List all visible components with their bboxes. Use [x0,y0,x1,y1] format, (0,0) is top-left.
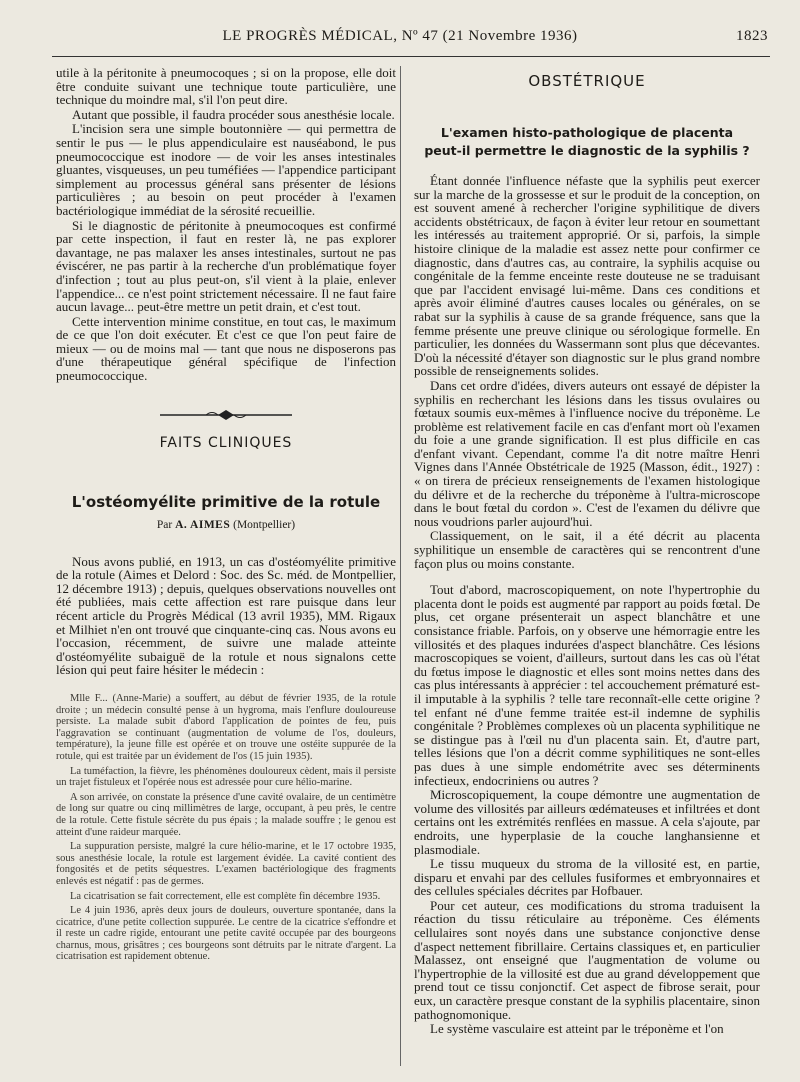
paragraph: Dans cet ordre d'idées, divers auteurs ont essayé de dépister la syphilis en recherchant les lésions dans les tissus ovulaires ou fœtaux soumis eux-mêmes à l'influence nocive du tréponème. Le problème est relativement facile en cas d'enfant mort où l'examen du foie a une grande signification. Il est plus difficile en cas d'enfant vivant. Cependant, comme l'a dit notre maître Henri Vignes dans l'Année Obstétricale de 1925 (Masson, édit., 1927) : « on tirera de précieux renseignements de l'examen histologique du délivre et de la recherche du tréponème à l'ultra-microscope dans le bout fœtal du cordon ». C'est de l'examen du délivre que nous voudrions parler aujourd'hui. [414,377,760,529]
article-title: L'ostéomyélite primitive de la rotule [71,492,381,511]
section-title: OBSTÉTRIQUE [528,72,646,90]
byline-place: (Montpellier) [233,518,296,531]
observation-text: La suppuration persiste, malgré la cure hélio-marine, et le 17 octobre 1935, sous anesthésie locale, la rotule est largement évidée. La cavité contient des fongosités et de petits séquestres. L'examen bactériologique des fragments enlevés est négatif : pas de germes. [56,841,396,887]
paragraph: Le tissu muqueux du stroma de la villosité est, en partie, disparu et envahi par des cellules fusiformes et embryonnaires et des cellules spéciales décrites par Hofbauer. [414,856,760,899]
paragraph: L'incision sera une simple boutonnière — qui permettra de sentir le pus — le plus appendiculaire est nauséabond, le pus pneumococcique est inodore — de voir les anses intestinales gluantes, visqueuses, un peu tuméfiées — l'appendice participant simplement au processus général sans présenter de lésions particulières ; au besoin on peut procéder à l'examen bactériologique immédiat de la sérosité recueillie. [56,121,396,218]
paragraph: Microscopiquement, la coupe démontre une augmentation de volume des villosités par ailleurs œdémateuses et infiltrées et dont certains ont les extrémités renflées en massue. A cela s'ajoute, par endroits, une hyperplasie de la couche langhansienne et plasmodiale. [414,787,760,857]
paragraph: Le système vasculaire est atteint par le tréponème et l'on [430,1021,724,1037]
paragraph: Étant donnée l'influence néfaste que la syphilis peut exercer sur la marche de la grossesse et sur le produit de la conception, on est souvent amené à rechercher l'origine syphilitique de divers accidents obstétricaux, de façon à éviter leur retour en soumettant les intéressés au traitement approprié. Or si, parfois, la simple histoire clinique de la maladie est assez nette pour confirmer ce diagnostic, dans d'autres cas, au contraire, la syphilis acquise ou congénitale de la femme enceinte reste douteuse ne se traduisant que par l'accident envisagé lui-même. Dans ces conditions et après avoir éliminé d'autres causes locales ou générales, on se rabat sur la syphilis à cause de sa grande fréquence, sans que la femme présente une preuve clinique ou sérologique formelle. En particulier, les données du Wassermann sont plus que décevantes. D'où la nécessité d'étayer son diagnostic sur le plus grand nombre possible de renseignements solides. [414,173,760,379]
paragraph: Si le diagnostic de péritonite à pneumocoques est confirmé par cette inspection, il faut en rester là, ne pas explorer davantage, ne pas malaxer les anses intestinales, surtout ne pas éviscérer, ne pas partir à la recherche d'un problématique foyer d'infection ; tout au plus peut-on, s'il vient à la plaie, enlever l'appendice... ce n'est point strictement nécessaire. Il ne faut faire aucun lavage... peut-être mettre un petit drain, et c'est tout. [56,217,396,315]
article-title-line: peut-il permettre le diagnostic de la syphilis ? [424,143,750,158]
section-title: FAITS CLINIQUES [159,434,293,451]
paragraph: Cette intervention minime constitue, en tout cas, le maximum de ce que l'on doit exécuter. Et c'est ce que l'on peut faire de mieux — ou de moins mal — tant que nous ne disposerons pas d'une thérapeutique général spécifique de l'infection pneumococcique. [56,313,396,384]
paragraph: Classiquement, on le sait, il a été décrit au placenta syphilitique un ensemble de caractères qui se rencontrent d'une façon plus ou moins constante. [414,528,760,571]
observation-text: La tuméfaction, la fièvre, les phénomènes douloureux cèdent, mais il persiste un trajet fistuleux et l'opérée nous est adressée pour cure hélio-marine. [56,765,396,789]
observation-text: La cicatrisation se fait correctement, elle est complète fin décembre 1935. [70,890,381,902]
article-title-line: L'examen histo-pathologique de placenta [440,125,734,140]
paragraph: utile à la péritonite à pneumocoques ; si on la propose, elle doit être conduite suivant une technique toute particulière, une technique du moindre mal, s'il l'on peut dire. [56,65,396,108]
ornament-divider [56,407,396,421]
left-column [56,66,396,966]
paragraph: Tout d'abord, macroscopiquement, on note l'hypertrophie du placenta dont le poids est augmenté par rapport au poids fœtal. De plus, cet organe présenterait un aspect blanchâtre et une consistance friable. Parfois, on y observe une hémorragie entre les villosités et des plaques indurées d'aspect blanchâtre. Ces lésions macroscopiques se voient, d'ailleurs, surtout dans les cas où l'état du fœtus impose le diagnostic et elles sont moins nettes dans des cas plus intéressants à apprécier : tel accouchement prématuré est-il imputable à la syphilis ? telle tare reconnaît-elle cette origine ? tel enfant né d'une femme traitée est-il indemne de syphilis congénitale ? Problèmes complexes où un placenta syphilitique ne se distingue pas à l'œil nu d'un placenta sain. Et, d'autre part, telles lésions que l'on a décrit comme syphilitiques ne sont-elles pas dues à une simple endométrite avec ses déterminents infectieux, endocriniens ou autres ? [414,582,760,788]
observation-text: Le 4 juin 1936, après deux jours de douleurs, ouverture spontanée, dans la cicatrice, d'une petite collection suppurée. Le centre de la cicatrice s'effondre et il reste un cadre rigide, entourant une petite cavité occupée par des bourgeons charnus, mous, grisâtres ; ces bourgeons sont détruits par le nitrate d'argent. La cicatrisation est rapidement obtenue. [56,905,396,963]
paragraph: Pour cet auteur, ces modifications du stroma traduisent la réaction du tissu réticulaire au tréponème. Ces éléments cellulaires sont noyés dans une substance conjonctive dense d'aspect nettement fibrillaire. Certains classiques et, en particulier Malassez, ont enseigné que l'augmentation de volume ou l'hypertrophie de la villosité est due au grand développement que prend tout ce tissu conjonctif. Cet aspect de fibrose serait, pour eux, un caractère presque constant de la syphilis placentaire, sinon pathognomonique. [414,897,760,1022]
byline-prefix: Par [156,518,173,531]
byline [56,519,396,531]
page-number: 1823 [736,28,768,44]
running-header [0,28,800,48]
observation-text: Mlle F... (Anne-Marie) a souffert, au début de février 1935, de la rotule droite ; un médecin consulté pense à un hygroma, mais l'enflure douloureuse persiste. La malade subit d'abord l'application de pointes de feu, puis l'aggravation se continuant (augmentation de volume de l'os, douleurs, température), la jeune fille est opérée et on trouve une ostéite suppurée de la rotule, qui est traitée par un évidement de l'os (15 juin 1935). [56,693,396,762]
article-title [414,124,760,160]
observation-text: A son arrivée, on constate la présence d'une cavité ovalaire, de un centimètre de long sur quatre ou cinq millimètres de large, occupant, à peu près, le centre de la rotule. Cette fistule sécrète du pus épais ; la malade souffre ; le genou est atteint d'une raideur marquée. [56,791,396,838]
ornament-icon [156,408,296,422]
byline-author: A. AIMES [175,518,231,531]
right-column [414,66,760,1037]
paragraph: Nous avons publié, en 1913, un cas d'ostéomyélite primitive de la rotule (Aimes et Delord : Soc. des Sc. méd. de Montpellier, 12 décembre 1913) ; depuis, quelques observations nouvelles ont été publiées, mais cette affection est rare puisque dans leur récent article du Progrès Médical (13 avril 1935), MM. Rigaux et Milhiet n'en ont trouvé que cinquante-cinq cas. Nous avons eu l'occasion, récemment, de suivre une malade atteinte d'ostéomyélite subaiguë de la rotule et nous signalons cette lésion qui peut faire hésiter le médecin : [56,553,396,678]
header-rule [52,56,770,57]
running-title: LE PROGRÈS MÉDICAL, Nº 47 (21 Novembre 1936) [222,28,578,44]
paragraph: Autant que possible, il faudra procéder sous anesthésie locale. [72,106,395,122]
column-divider [400,66,401,1066]
